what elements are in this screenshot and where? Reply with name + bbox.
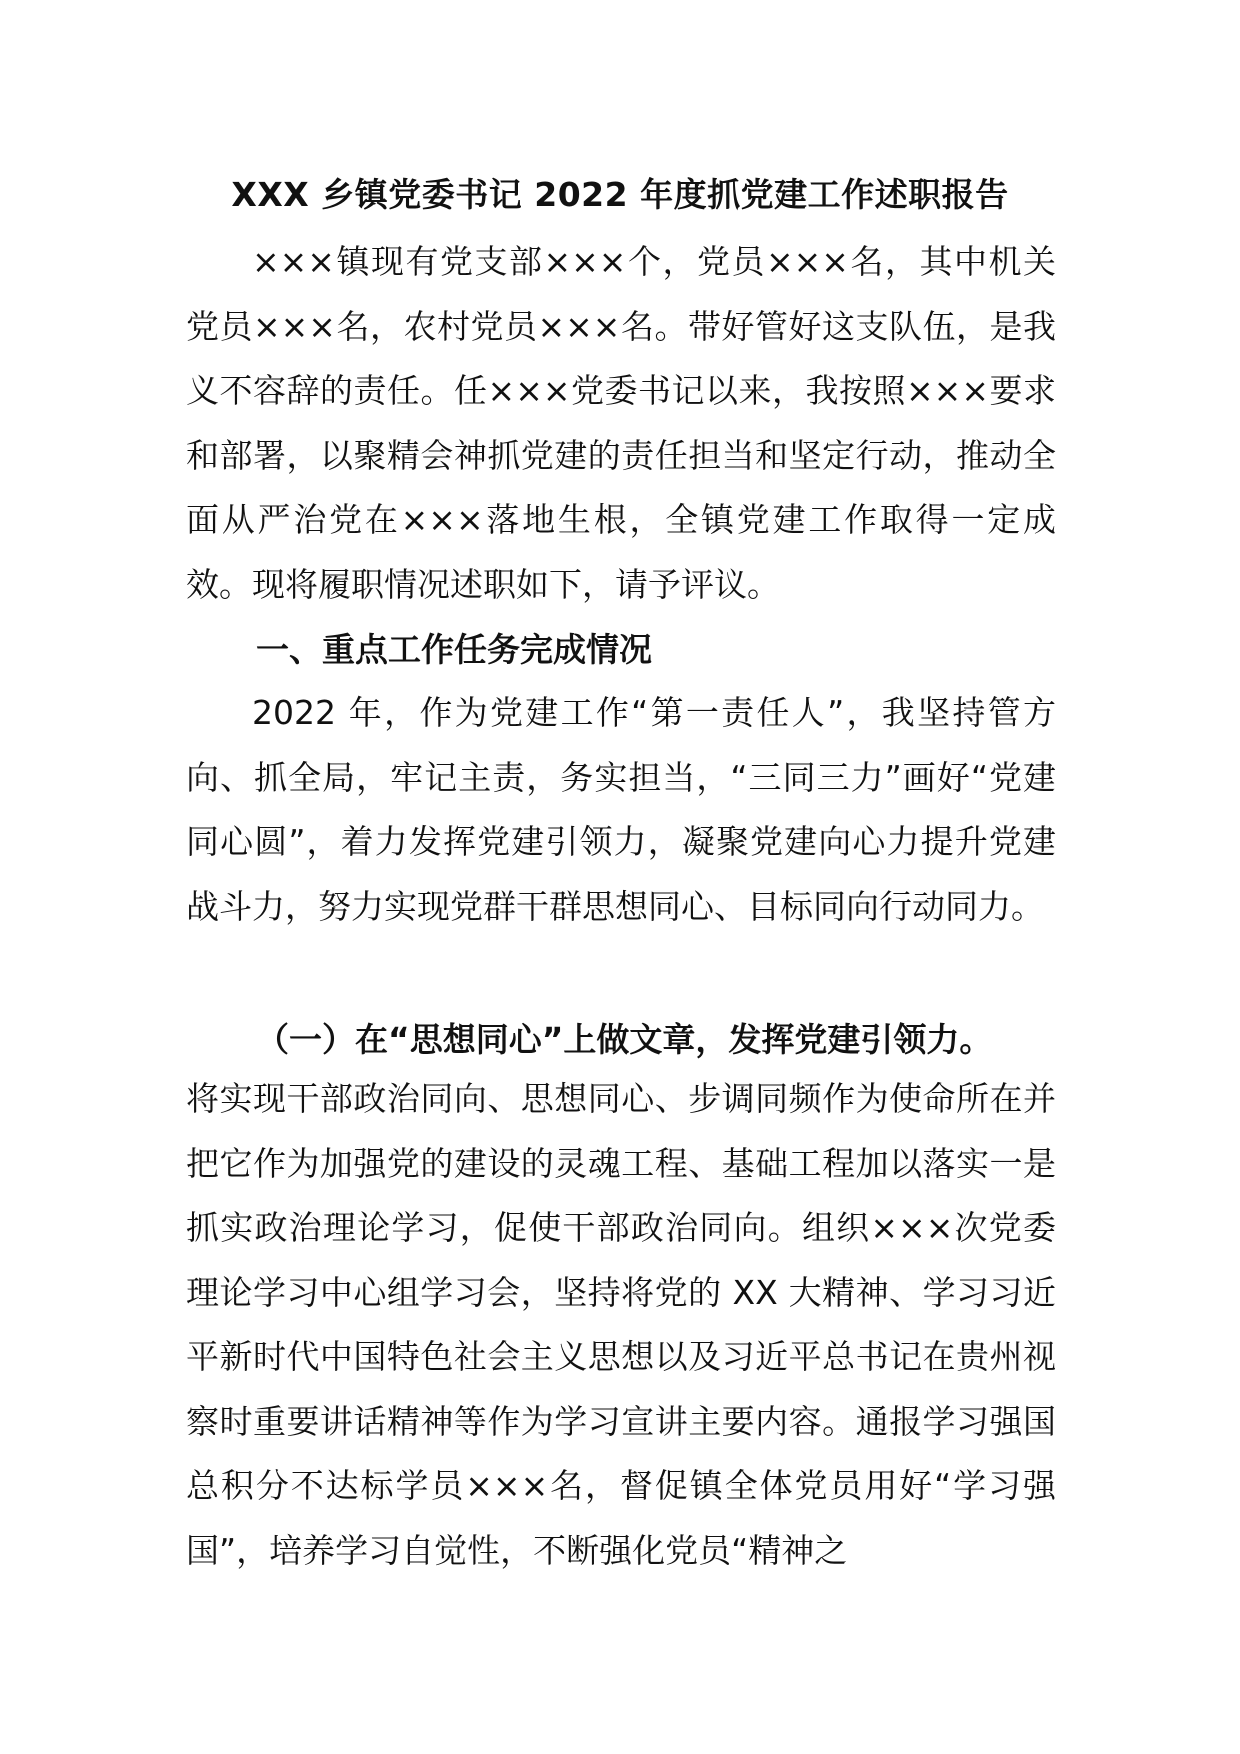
subsection-heading: （一）在“思想同心”上做文章，发挥党建引领力。 xyxy=(256,1020,993,1059)
subsection-paragraph: 将实现干部政治同向、思想同心、步调同频作为使命所在并把它作为加强党的建设的灵魂工程、基础工程加以落实一是抓实政治理论学习，促使干部政治同向。组织×××次党委理论学习中心组学习会，坚持将党的 XX 大精神、学习习近平新时代中国特色社会主义思想以及习近平总书记在贵州视察时重要讲话精神等作为学习宣讲主要内容。通报学习强国总积分不达标学员×××名，督促镇全体党员用好“学习强国”，培养学习自觉性，不断强化党员“精神之 xyxy=(186,1079,1056,1570)
subsection-body xyxy=(186,1067,1056,1583)
section-body xyxy=(186,681,1056,939)
section-heading: 一、重点工作任务完成情况 xyxy=(256,630,652,669)
intro-section xyxy=(186,230,1056,617)
section-paragraph: 2022 年，作为党建工作“第一责任人”，我坚持管方向、抓全局，牢记主责，务实担当，“三同三力”画好“党建同心圆”，着力发挥党建引领力，凝聚党建向心力提升党建战斗力，努力实现党群干群思想同心、目标同向行动同力。 xyxy=(186,693,1056,926)
intro-paragraph: ×××镇现有党支部×××个，党员×××名，其中机关党员×××名，农村党员×××名。带好管好这支队伍，是我义不容辞的责任。任×××党委书记以来，我按照×××要求和部署，以聚精会神抓党建的责任担当和坚定行动，推动全面从严治党在×××落地生根，全镇党建工作取得一定成效。现将履职情况述职如下，请予评议。 xyxy=(186,242,1056,604)
document-title: XXX 乡镇党委书记 2022 年度抓党建工作述职报告 xyxy=(231,175,1009,214)
